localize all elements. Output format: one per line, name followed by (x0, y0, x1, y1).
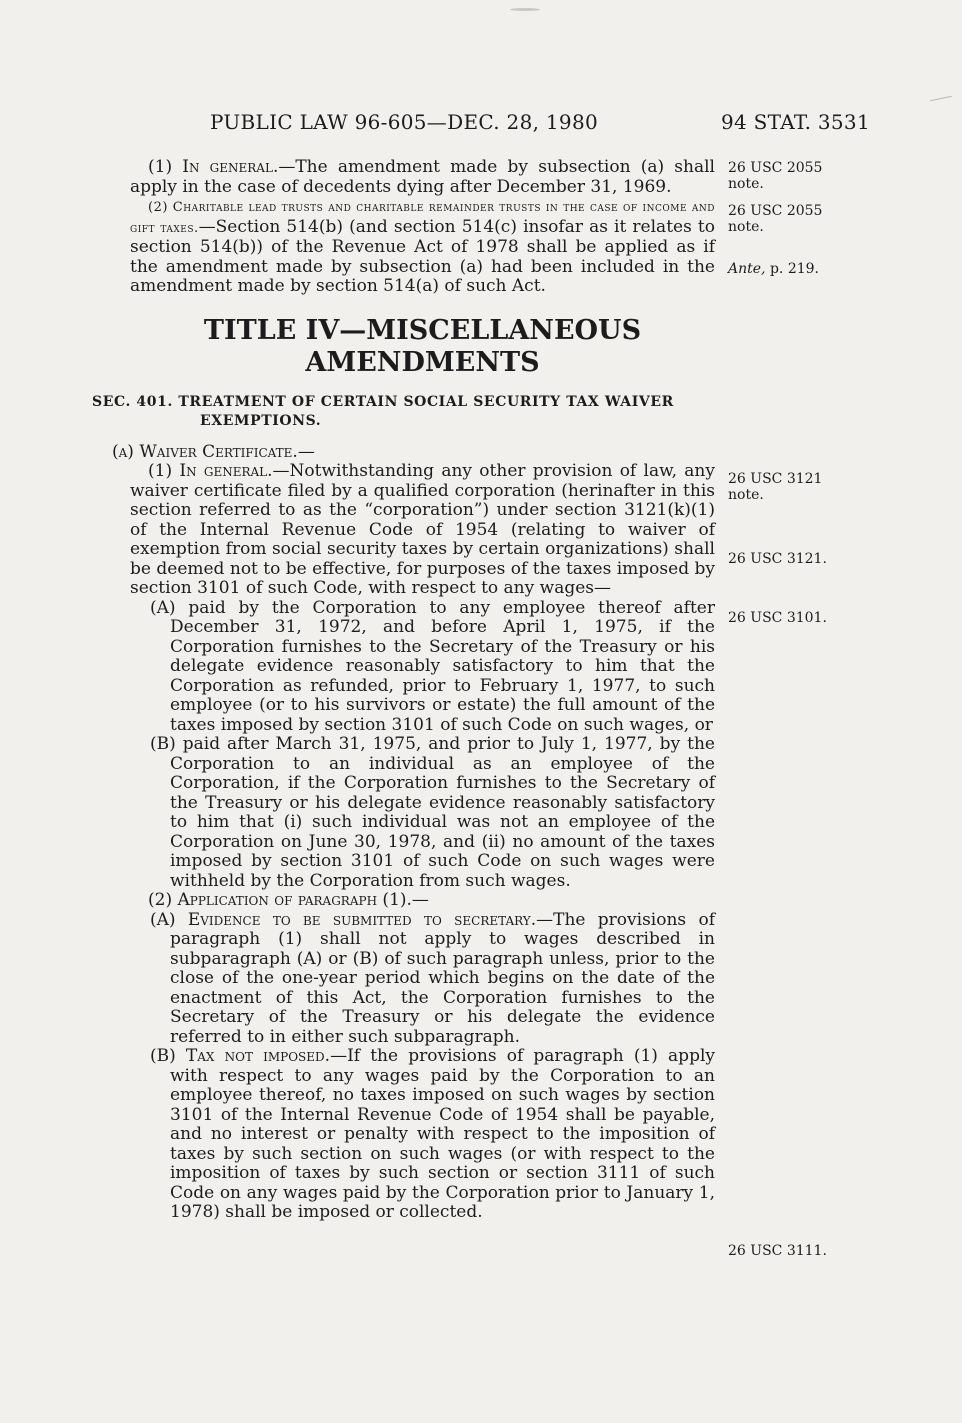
subparagraph-a1-A: (A) paid by the Corporation to any employee thereof after December 31, 1972, and before April 1, 1975, if the Corporation furnishes to the Secretary of the Treasury or his delegate evidence reasonably satisfactory to him that the Corporation as refunded, prior to February 1, 1977, to such employee (or to his survivors or estate) the full amount of the taxes imposed by section 3101 of such Code on such wages, or (150, 597, 715, 735)
margin-note-4-citation: 26 USC 3121 (728, 471, 823, 487)
scan-mark (930, 96, 952, 102)
margin-note-1 (728, 160, 822, 192)
margin-note-4 (728, 471, 822, 503)
paragraph-a1-text: —Notwithstanding any other provision of law, any waiver certificate filed by a qualified corporation (herinafter in this section referred to as the “corporation”) under section 3121(k)(1) of the Internal Revenue Code of 1954 (relating to waiver of exemption from social security taxes by certain organizations) shall be deemed not to be effective, for purposes of the taxes imposed by section 3101 of such Code, with respect to any wages— (130, 461, 715, 598)
section-heading-line-1: SEC. 401. TREATMENT OF CERTAIN SOCIAL SECURITY TAX WAIVER (92, 393, 674, 410)
margin-note-5: 26 USC 3121. (728, 551, 827, 567)
paragraph-a1-heading: (1) In general. (148, 461, 273, 481)
subparagraph-a2-B-text: —If the provisions of paragraph (1) apply with respect to any wages paid by the Corporation to an employee thereof, no taxes imposed on such wages by section 3101 of the Internal Revenue Code of 1954 shall be payable, and no interest or penalty with respect to the imposition of taxes by such section on such wages (or with respect to the imposition of taxes by such section or section 3111 of such Code on any wages paid by the Corporation prior to January 1, 1978) shall be imposed or collected. (170, 1046, 715, 1222)
subsection-a-heading: (a) Waiver Certificate.— (112, 441, 315, 462)
scan-speck (510, 8, 540, 11)
paragraph-2 (130, 197, 715, 297)
margin-note-3 (728, 261, 819, 277)
margin-note-3-page: p. 219. (765, 261, 819, 277)
page-header (210, 110, 870, 140)
margin-note-4-suffix: note. (728, 487, 764, 503)
section-heading (92, 393, 715, 431)
subparagraph-a1-B: (B) paid after March 31, 1975, and prior to July 1, 1977, by the Corporation to an individual as an employee of the Corporation, if the Corporation furnishes to the Secretary of the Treasury or his delegate evidence reasonably satisfactory to him that (i) such individual was not an employee of the Corporation on June 30, 1978, and (ii) no amount of the taxes imposed by section 3101 of such Code on such wages were withheld by the Corporation from such wages. (150, 734, 715, 891)
margin-note-2-citation: 26 USC 2055 (728, 203, 823, 219)
title-line-2: AMENDMENTS (305, 346, 540, 378)
subparagraph-a2-A (130, 911, 715, 1048)
margin-note-2 (728, 203, 822, 235)
statute-text (92, 157, 715, 1223)
subparagraph-a2-B-heading: (B) Tax not imposed. (150, 1046, 331, 1066)
paragraph-1 (130, 158, 715, 197)
statutes-page-number: 94 STAT. 3531 (720, 110, 870, 134)
section-heading-line-2: EXEMPTIONS. (200, 412, 322, 429)
margin-note-7: 26 USC 3111. (728, 1243, 827, 1259)
paragraph-1-text: —The amendment made by subsection (a) shall apply in the case of decedents dying after December 31, 1969. (130, 157, 715, 197)
margin-note-3-ante: Ante, (728, 261, 766, 277)
subparagraph-a2-A-text: —The provisions of paragraph (1) shall not apply to wages described in subparagraph (A) or (B) of such paragraph unless, prior to the close of the one-year period which begins on the date of the enactment of this Act, the Corporation furnishes to the Secretary of the Treasury or his delegate the evidence referred to in either such subparagraph. (170, 909, 715, 1047)
paragraph-a2-heading: (2) Application of paragraph (1).— (148, 890, 429, 910)
margin-note-6: 26 USC 3101. (728, 610, 827, 626)
paragraph-2-text: —Section 514(b) (and section 514(c) insofar as it relates to section 514(b)) of the Revenue Act of 1978 shall be applied as if the amendment made by subsection (a) had been included in the amendment made by section 514(a) of such Act. (130, 216, 715, 296)
margin-note-1-citation: 26 USC 2055 (728, 160, 823, 176)
paragraph-2-heading: (2) Charitable lead trusts and charitable remainder trusts in the case of income and gift taxes. (130, 200, 715, 236)
paragraph-a1 (130, 462, 715, 599)
paragraph-1-heading: (1) In general. (148, 157, 279, 177)
title-line-1: TITLE IV—MISCELLANEOUS (203, 314, 642, 346)
subparagraph-a2-B (130, 1047, 715, 1223)
public-law-citation: PUBLIC LAW 96-605—DEC. 28, 1980 (210, 110, 599, 134)
title-heading (130, 315, 715, 379)
margin-note-1-suffix: note. (728, 176, 764, 192)
margin-note-2-suffix: note. (728, 219, 764, 235)
subparagraph-a2-A-heading: (A) Evidence to be submitted to secretary. (150, 909, 537, 930)
